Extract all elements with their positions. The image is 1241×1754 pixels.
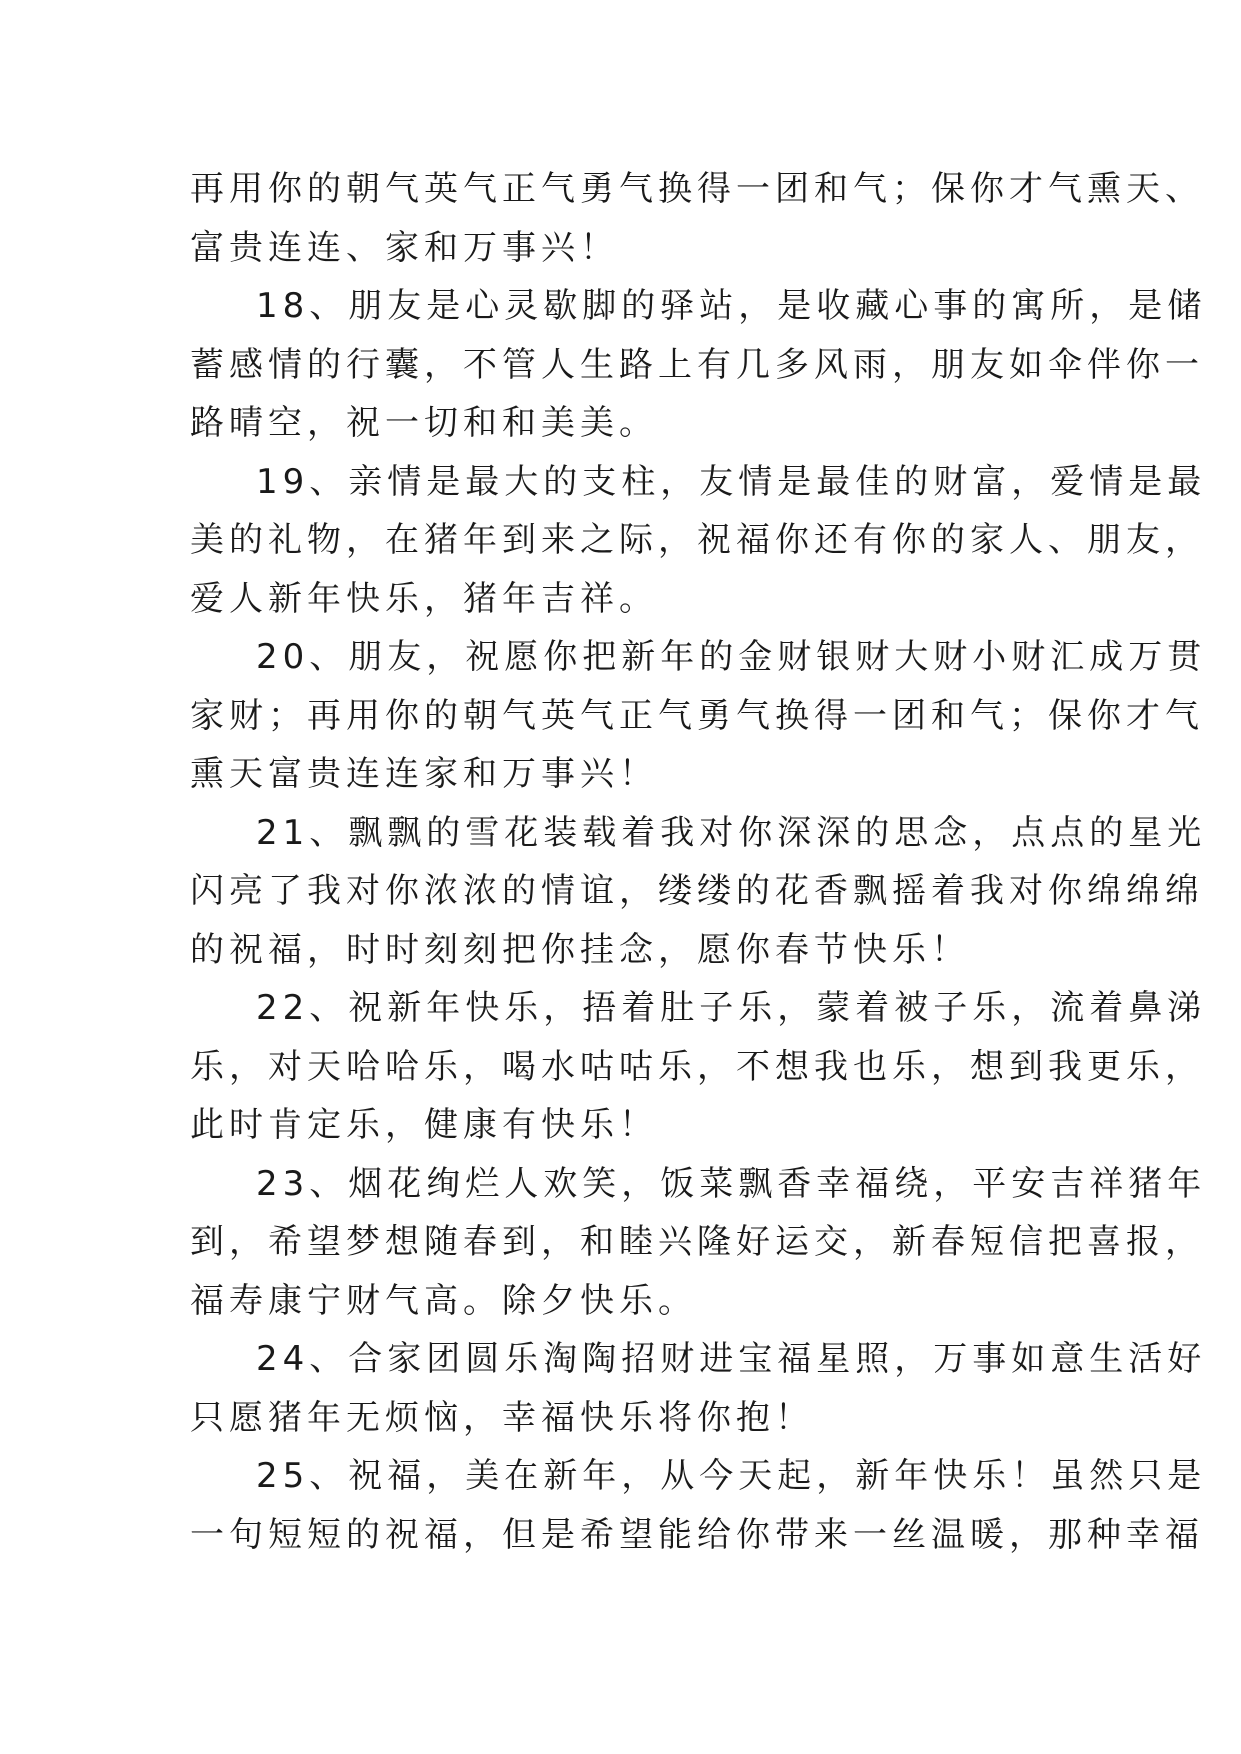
- paragraph-19: [190, 453, 1207, 629]
- text-line: 乐，对天哈哈乐，喝水咕咕乐，不想我也乐，想到我更乐，: [190, 1046, 1204, 1087]
- paragraph-25: [190, 1447, 1207, 1564]
- text-line: 只愿猪年无烦恼，幸福快乐将你抱！: [190, 1397, 814, 1438]
- text-line: 20、朋友，祝愿你把新年的金财银财大财小财汇成万贯: [256, 637, 1207, 677]
- text-line: 21、飘飘的雪花装载着我对你深深的思念，点点的星光: [256, 812, 1207, 853]
- text-line: 再用你的朝气英气正气勇气换得一团和气；保你才气熏天、: [190, 169, 1204, 209]
- paragraph-23: [190, 1155, 1207, 1331]
- text-line: 闪亮了我对你浓浓的情谊，缕缕的花香飘摇着我对你绵绵绵: [190, 871, 1204, 911]
- text-line: 蓄感情的行囊，不管人生路上有几多风雨，朋友如伞伴你一: [190, 344, 1204, 385]
- text-line: 一句短短的祝福，但是希望能给你带来一丝温暖，那种幸福: [190, 1514, 1204, 1555]
- text-line: 24、合家团圆乐淘陶招财进宝福星照，万事如意生活好: [256, 1339, 1207, 1379]
- text-line: 19、亲情是最大的支柱，友情是最佳的财富，爱情是最: [256, 461, 1207, 502]
- paragraph-24: [190, 1330, 1207, 1447]
- text-line: 家财；再用你的朝气英气正气勇气换得一团和气；保你才气: [190, 695, 1204, 736]
- paragraph-continuation: [190, 160, 1204, 277]
- text-line: 到，希望梦想随春到，和睦兴隆好运交，新春短信把喜报，: [190, 1222, 1204, 1262]
- paragraph-20: [190, 628, 1207, 804]
- text-line: 23、烟花绚烂人欢笑，饭菜飘香幸福绕，平安吉祥猪年: [256, 1163, 1207, 1204]
- text-line: 的祝福，时时刻刻把你挂念，愿你春节快乐！: [190, 929, 970, 970]
- paragraph-21: [190, 804, 1207, 980]
- text-line: 25、祝福，美在新年，从今天起，新年快乐！虽然只是: [256, 1456, 1207, 1496]
- text-line: 路晴空，祝一切和和美美。: [190, 403, 658, 443]
- text-line: 22、祝新年快乐，捂着肚子乐，蒙着被子乐，流着鼻涕: [256, 988, 1207, 1028]
- paragraph-18: [190, 277, 1207, 453]
- paragraph-22: [190, 979, 1207, 1155]
- text-line: 美的礼物，在猪年到来之际，祝福你还有你的家人、朋友，: [190, 520, 1204, 560]
- text-line: 熏天富贵连连家和万事兴！: [190, 754, 658, 794]
- document-body: [190, 160, 1207, 1564]
- text-line: 18、朋友是心灵歇脚的驿站，是收藏心事的寓所，是储: [256, 286, 1207, 326]
- text-line: 富贵连连、家和万事兴！: [190, 227, 619, 268]
- text-line: 福寿康宁财气高。除夕快乐。: [190, 1280, 697, 1321]
- text-line: 爱人新年快乐，猪年吉祥。: [190, 578, 658, 619]
- text-line: 此时肯定乐，健康有快乐！: [190, 1105, 658, 1145]
